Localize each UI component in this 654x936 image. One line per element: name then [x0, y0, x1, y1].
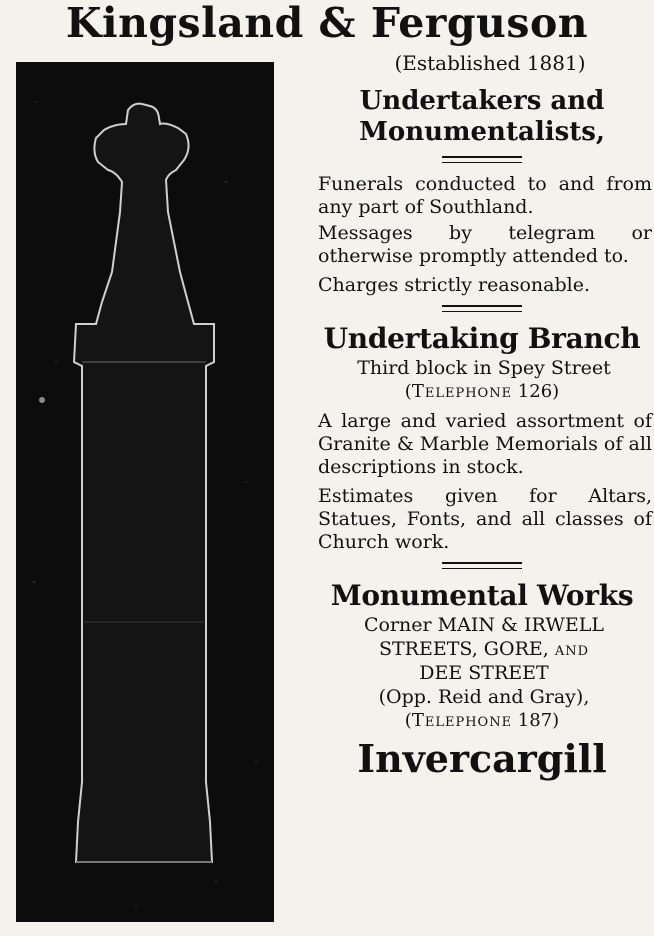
established-line: (Established 1881) [394, 51, 586, 75]
messages-paragraph: Messages by telegram or otherwise promptly attended to. [318, 222, 652, 267]
undertaking-heading: Undertaking Branch [323, 322, 641, 355]
monumental-address-2 [316, 637, 652, 661]
monumental-telephone: (Telephone 187) [404, 710, 560, 731]
monument-photo [16, 62, 274, 922]
telephone-number: 187 [517, 710, 553, 731]
ornamental-rule [442, 156, 522, 163]
ornamental-rule [442, 305, 522, 312]
telephone-label: Telephone [411, 710, 513, 731]
address-and: and [554, 638, 590, 660]
ornamental-rule [442, 562, 522, 569]
city-name: Invercargill [357, 736, 607, 781]
assortment-paragraph: A large and varied assortment of Granite & Marble Memorials of all descriptions in stock. [318, 410, 652, 478]
monumental-address-3: DEE STREET [419, 662, 549, 684]
telephone-label: Telephone [411, 381, 513, 402]
telephone-number: 126 [517, 381, 553, 402]
advertisement-text [312, 50, 652, 781]
undertaking-telephone: (Telephone 126) [404, 381, 560, 402]
undertaking-location: Third block in Spey Street [357, 357, 611, 379]
estimates-paragraph: Estimates given for Altars, Statues, Fonts, and all classes of Church work. [318, 485, 652, 553]
address-streets: STREETS, GORE, [378, 638, 549, 660]
company-name: Kingsland & Ferguson [65, 0, 589, 47]
heading-line-2: Monumentalists, [359, 117, 605, 147]
cross-monument-image [16, 62, 274, 922]
funerals-paragraph: Funerals conducted to and from any part of Southland. [318, 173, 652, 218]
charges-paragraph: Charges strictly reasonable. [318, 274, 590, 296]
monumental-heading: Monumental Works [330, 579, 634, 612]
monumental-address-1: Corner MAIN & IRWELL [364, 614, 604, 636]
monumental-address-4: (Opp. Reid and Gray), [378, 686, 590, 708]
heading-line-1: Undertakers and [359, 86, 605, 116]
